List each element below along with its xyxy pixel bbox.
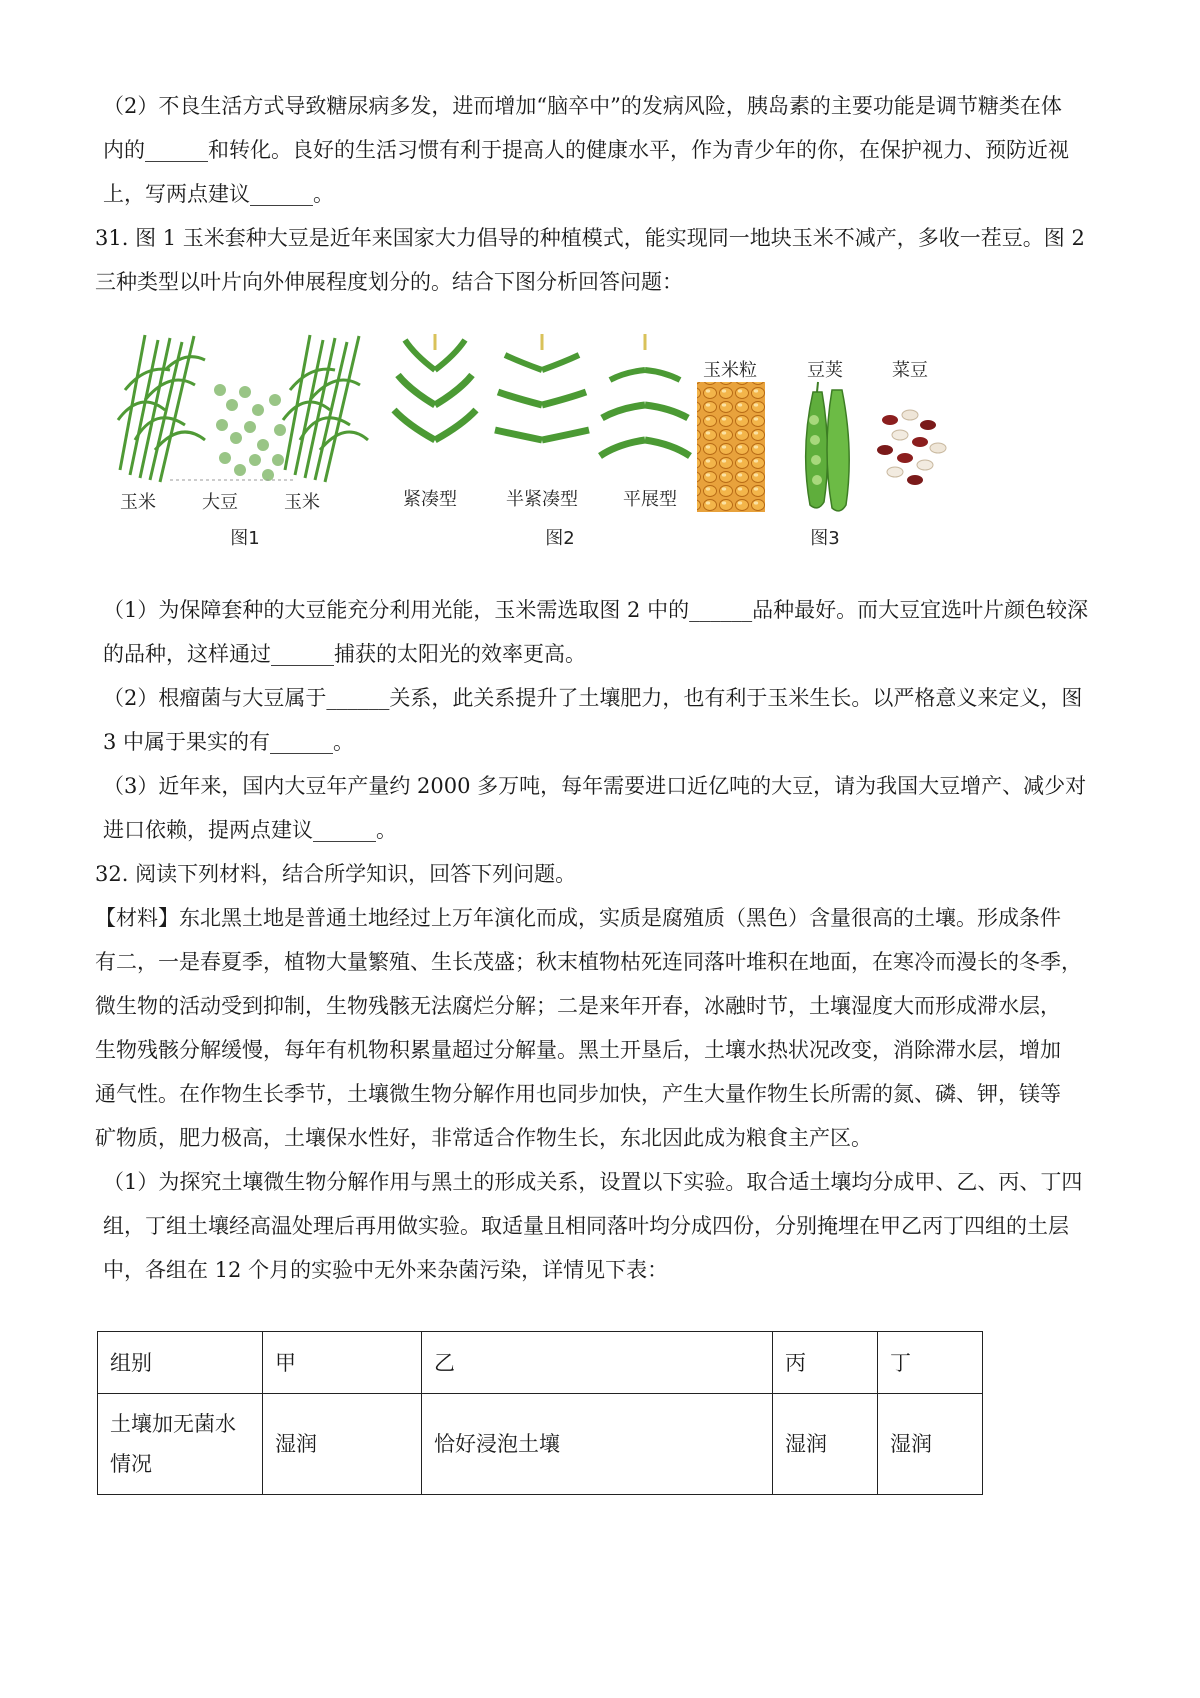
- flat-spread-corn-plant: [600, 334, 690, 480]
- q32-sub1: [95, 1160, 1115, 1292]
- text-line: （1）为保障套种的大豆能充分利用光能，玉米需选取图 2 中的______品种最好。而大豆宜选叶片颜色较深: [103, 598, 1089, 622]
- fig1-label-soybean: 大豆: [202, 492, 238, 513]
- table-cell: 湿润: [878, 1394, 983, 1495]
- fig2-caption: 图2: [545, 528, 575, 549]
- fig3-label-corn-kernel: 玉米粒: [703, 360, 757, 381]
- q31-sub1: [95, 588, 1115, 676]
- q31-figure: [110, 330, 950, 580]
- text-line: （2）不良生活方式导致糖尿病多发，进而增加“脑卒中”的发病风险，胰岛素的主要功能是调节糖类在体: [103, 94, 1062, 118]
- text-line: 组，丁组土壤经高温处理后再用做实验。取适量且相同落叶均分成四份，分别掩埋在甲乙丙丁四组的土层: [103, 1214, 1069, 1238]
- table-cell: 湿润: [263, 1394, 422, 1495]
- fig1-label-corn-left: 玉米: [120, 492, 156, 513]
- text-line: 三种类型以叶片向外伸展程度划分的。结合下图分析回答问题：: [95, 270, 683, 294]
- fig3-seeds: [697, 360, 946, 549]
- fig2-corn-types: [394, 334, 690, 549]
- fig3-label-pea-pod: 豆荚: [807, 360, 843, 381]
- text-line: 【材料】东北黑土地是普通土地经过上万年演化而成，实质是腐殖质（黑色）含量很高的土壤。形成条件: [95, 906, 1061, 930]
- row-label-line: 情况: [110, 1452, 152, 1476]
- table-cell: 恰好浸泡土壤: [422, 1394, 773, 1495]
- text-line: （2）根瘤菌与大豆属于______关系，此关系提升了土壤肥力，也有利于玉米生长。以严格意义来定义，图: [103, 686, 1083, 710]
- table-row: [98, 1394, 983, 1495]
- text-line: 31. 图 1 玉米套种大豆是近年来国家大力倡导的种植模式，能实现同一地块玉米不减产，多收一茬豆。图 2: [95, 226, 1085, 250]
- q31-sub2: [95, 676, 1115, 764]
- semi-compact-corn-plant: [495, 334, 589, 480]
- text-line: 32. 阅读下列材料，结合所学知识，回答下列问题。: [95, 862, 577, 886]
- table-row-label: [98, 1394, 263, 1495]
- text-line: 3 中属于果实的有______。: [103, 730, 355, 754]
- fig3-label-kidney-bean: 菜豆: [892, 360, 928, 381]
- q31-sub3: [95, 764, 1115, 852]
- fig1-intercropping: [118, 335, 368, 549]
- fig3-caption: 图3: [810, 528, 840, 549]
- text-line: 通气性。在作物生长季节，土壤微生物分解作用也同步加快，产生大量作物生长所需的氮、磷、钾，镁等: [95, 1082, 1061, 1106]
- row-label-line: 土壤加无菌水: [110, 1412, 236, 1436]
- compact-corn-plant: [394, 334, 476, 480]
- corn-kernels-image: [697, 382, 765, 512]
- fig2-label-compact: 紧凑型: [403, 489, 457, 510]
- kidney-beans-image: [877, 410, 946, 485]
- text-line: 矿物质，肥力极高，土壤保水性好，非常适合作物生长，东北因此成为粮食主产区。: [95, 1126, 872, 1150]
- soybean-row: [214, 384, 286, 481]
- table-cell: 湿润: [773, 1394, 878, 1495]
- table-header-row: [98, 1332, 983, 1394]
- text-line: 上，写两点建议______。: [103, 182, 334, 206]
- fig1-caption: 图1: [230, 528, 260, 549]
- q32-material: [95, 896, 1107, 1160]
- table-cell: 乙: [422, 1332, 773, 1394]
- fig1-label-corn-right: 玉米: [284, 492, 320, 513]
- q31-stem: [95, 216, 1107, 304]
- text-line: 微生物的活动受到抑制，生物残骸无法腐烂分解；二是来年开春，冰融时节，土壤湿度大而形成滞水层，: [95, 994, 1061, 1018]
- text-line: 有二，一是春夏季，植物大量繁殖、生长茂盛；秋末植物枯死连同落叶堆积在地面，在寒冷而漫长的冬季，: [95, 950, 1082, 974]
- text-line: 生物残骸分解缓慢，每年有机物积累量超过分解量。黑土开垦后，土壤水热状况改变，消除滞水层，增加: [95, 1038, 1061, 1062]
- table-cell: 丙: [773, 1332, 878, 1394]
- table-cell: 组别: [98, 1332, 263, 1394]
- text-line: （3）近年来，国内大豆年产量约 2000 多万吨，每年需要进口近亿吨的大豆，请为我国大豆增产、减少对: [103, 774, 1087, 798]
- q30-sub2-paragraph: [95, 84, 1115, 216]
- text-line: 进口依赖，提两点建议______。: [103, 818, 397, 842]
- text-line: 中，各组在 12 个月的实验中无外来杂菌污染，详情见下表：: [103, 1258, 669, 1282]
- table-cell: 丁: [878, 1332, 983, 1394]
- text-line: 内的______和转化。良好的生活习惯有利于提高人的健康水平，作为青少年的你，在保护视力、预防近视: [103, 138, 1069, 162]
- corn-row-right: [283, 335, 368, 482]
- text-line: （1）为探究土壤微生物分解作用与黑土的形成关系，设置以下实验。取合适土壤均分成甲、乙、丙、丁四: [103, 1170, 1083, 1194]
- fig2-label-semi-compact: 半紧凑型: [506, 489, 578, 510]
- pea-pod-image: [806, 382, 850, 511]
- table-cell: 甲: [263, 1332, 422, 1394]
- experiment-table: [97, 1331, 983, 1495]
- q32-stem: [95, 852, 1107, 896]
- corn-row-left: [118, 335, 205, 482]
- text-line: 的品种，这样通过______捕获的太阳光的效率更高。: [103, 642, 586, 666]
- fig2-label-flat: 平展型: [623, 489, 677, 510]
